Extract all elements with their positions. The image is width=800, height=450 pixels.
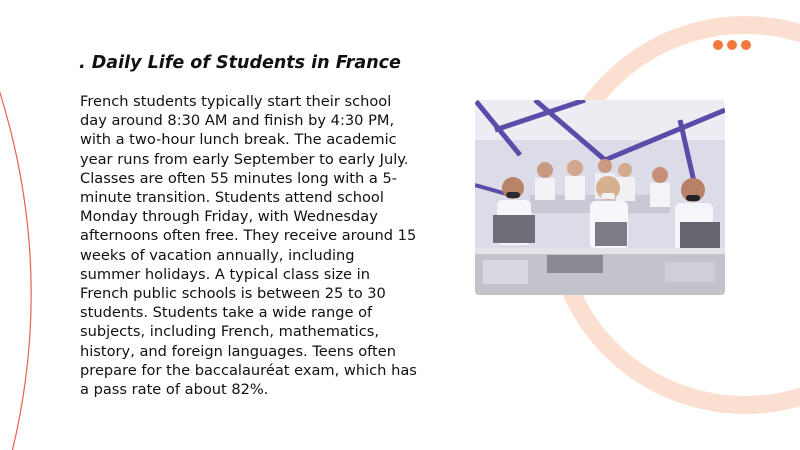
left-curve-line (0, 0, 31, 450)
more-dots-icon (713, 40, 751, 50)
body-paragraph: French students typically start their school day around 8:30 AM and finish by 4:30 PM, with a two-hour lunch break. The academic year runs from early September to early July. Classes are often 55 minutes long with a 5-minute transition. Students attend school Monday through Friday, with Wednesday afternoons often free. They receive around 15 weeks of vacation annually, including summer holidays. A typical class size in French public schools is between 25 to 30 students. Students take a wide range of subjects, including French, mathematics, history, and foreign languages. Teens often prepare for the baccalauréat exam, which has a pass rate of about 82%. (80, 93, 417, 399)
dot (727, 40, 737, 50)
slide-title: . Daily Life of Students in France (79, 53, 401, 73)
classroom-photo-illustration (475, 100, 725, 295)
dot (713, 40, 723, 50)
classroom-photo (475, 100, 725, 295)
dot (741, 40, 751, 50)
